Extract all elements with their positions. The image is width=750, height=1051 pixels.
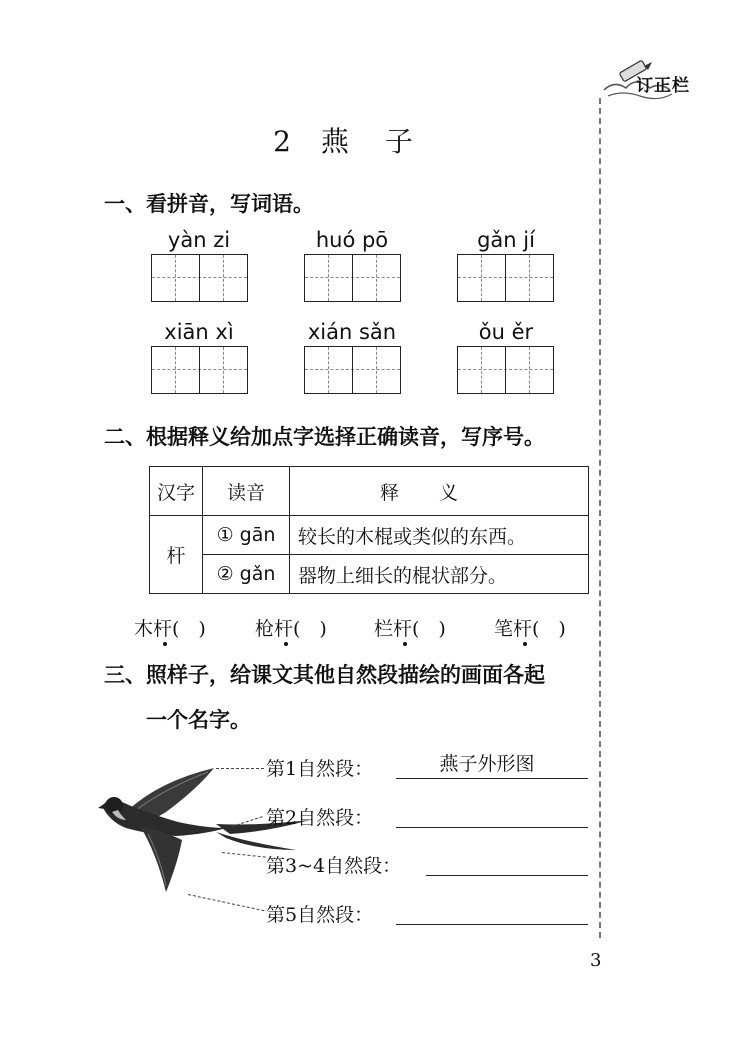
pinyin-label: xiān xì bbox=[164, 320, 234, 344]
table-header-character: 汉字 bbox=[150, 467, 203, 516]
emphasis-dot bbox=[523, 642, 527, 646]
leader-line bbox=[216, 768, 264, 769]
writing-grid[interactable] bbox=[304, 254, 401, 302]
emphasis-dot bbox=[403, 642, 407, 646]
writing-grid[interactable] bbox=[457, 346, 554, 394]
section-2-heading: 二、根据释义给加点字选择正确读音，写序号。 bbox=[104, 425, 545, 449]
correction-column-label: 订正栏 bbox=[636, 76, 690, 96]
pinyin-label: huó pō bbox=[315, 228, 389, 252]
table-header-reading: 读音 bbox=[203, 467, 290, 516]
pinyin-label: gǎn jí bbox=[477, 228, 535, 252]
paragraph-label: 第5自然段： bbox=[266, 904, 374, 926]
answer-field[interactable] bbox=[396, 896, 588, 925]
table-header-definition bbox=[290, 467, 589, 516]
answer-field[interactable] bbox=[396, 799, 588, 828]
writing-grid[interactable] bbox=[151, 346, 248, 394]
table-reading: ② gǎn bbox=[203, 555, 290, 594]
lesson-title-char-2: 子 bbox=[384, 125, 417, 158]
paragraph-label: 第1自然段： bbox=[266, 758, 374, 780]
lesson-number: 2 bbox=[273, 125, 295, 158]
pronunciation-table bbox=[149, 466, 589, 594]
table-definition: 器物上细长的棍状部分。 bbox=[290, 555, 589, 594]
writing-grid[interactable] bbox=[151, 254, 248, 302]
lesson-title bbox=[0, 120, 690, 160]
choice-item[interactable]: 栏杆( ) bbox=[374, 618, 446, 640]
choice-item[interactable]: 木杆( ) bbox=[134, 618, 206, 640]
writing-grid[interactable] bbox=[304, 346, 401, 394]
section-3-heading-continued: 一个名字。 bbox=[146, 708, 251, 732]
paragraph-label: 第3~4自然段： bbox=[266, 855, 402, 877]
pinyin-label: ǒu ěr bbox=[478, 320, 534, 344]
emphasis-dot bbox=[163, 642, 167, 646]
section-1-heading: 一、看拼音，写词语。 bbox=[104, 192, 314, 216]
table-definition: 较长的木棍或类似的东西。 bbox=[290, 516, 589, 555]
choice-item[interactable]: 枪杆( ) bbox=[255, 618, 327, 640]
answer-text: 燕子外形图 bbox=[439, 753, 535, 775]
swallow-icon bbox=[96, 762, 336, 902]
answer-field[interactable] bbox=[426, 847, 588, 876]
choice-item[interactable]: 笔杆( ) bbox=[494, 618, 566, 640]
lesson-title-char-1: 燕 bbox=[320, 125, 353, 158]
correction-column-divider bbox=[599, 98, 601, 938]
table-character: 杆 bbox=[150, 516, 203, 594]
answer-field[interactable] bbox=[396, 750, 588, 779]
page-number: 3 bbox=[590, 950, 602, 971]
swallow-illustration bbox=[96, 762, 336, 902]
paragraph-label: 第2自然段： bbox=[266, 807, 374, 829]
section-3-heading: 三、照样子，给课文其他自然段描绘的画面各起 bbox=[104, 663, 545, 687]
writing-grid[interactable] bbox=[457, 254, 554, 302]
table-header-definition-text: 释义 bbox=[379, 481, 498, 504]
pinyin-label: yàn zi bbox=[167, 228, 231, 252]
table-reading: ① gān bbox=[203, 516, 290, 555]
pinyin-label: xián sǎn bbox=[307, 320, 397, 344]
emphasis-dot bbox=[284, 642, 288, 646]
